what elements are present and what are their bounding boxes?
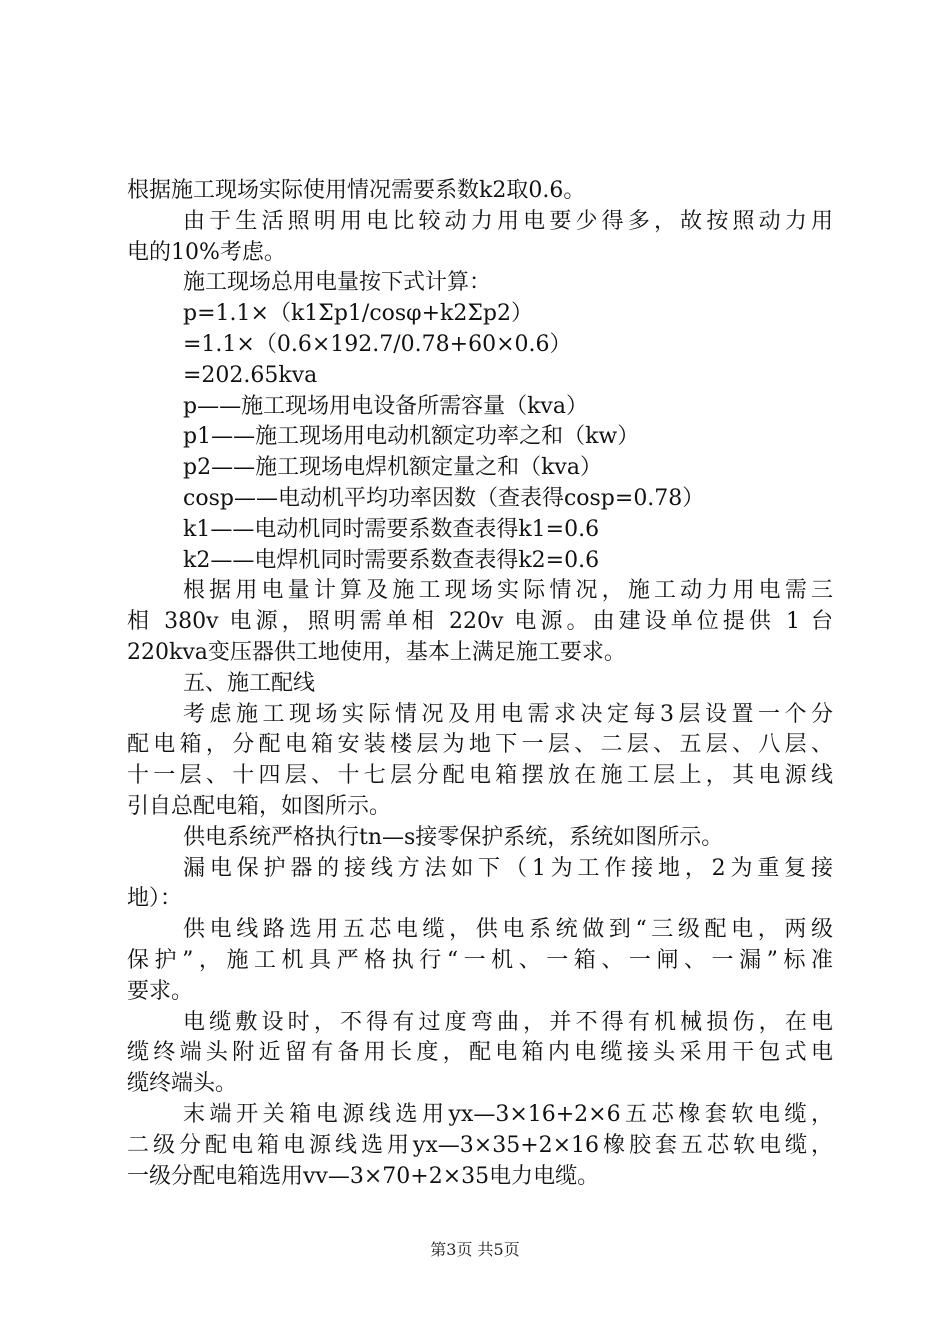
body-line: 电缆敷设时，不得有过度弯曲，并不得有机械损伤，在电 <box>183 1009 833 1035</box>
body-line: 220kva变压器供工地使用，基本上满足施工要求。 <box>127 639 626 665</box>
body-line: 漏电保护器的接线方法如下（1为工作接地，2为重复接 <box>183 855 833 881</box>
definition-line: p——施工现场用电设备所需容量（kva） <box>183 393 588 419</box>
body-line: 引自总配电箱，如图所示。 <box>127 793 392 819</box>
body-line: 缆终端头附近留有备用长度，配电箱内电缆接头采用干包式电 <box>127 1040 833 1066</box>
body-line: 根据用电量计算及施工现场实际情况，施工动力用电需三 <box>183 578 833 604</box>
body-line: 末端开关箱电源线选用yx—3×16+2×6五芯橡套软电缆， <box>183 1101 833 1127</box>
body-line: 缆终端头。 <box>127 1071 238 1097</box>
page-number-footer: 第3页 共5页 <box>430 1240 520 1259</box>
formula-line: =202.65kva <box>183 362 318 388</box>
body-line: 供电系统严格执行tn—s接零保护系统，系统如图所示。 <box>183 824 724 850</box>
formula-line: p=1.1×（k1Σp1/cosφ+k2Σp2） <box>183 301 533 327</box>
definition-line: p2——施工现场电焊机额定量之和（kva） <box>183 455 602 481</box>
definition-line: cosp——电动机平均功率因数（查表得cosp=0.78） <box>183 485 705 511</box>
body-line: 地）： <box>127 886 183 912</box>
body-line: 电的10%考虑。 <box>127 239 286 265</box>
body-line: 配电箱，分配电箱安装楼层为地下一层、二层、五层、八层、 <box>127 732 833 758</box>
body-line: 根据施工现场实际使用情况需要系数k2取0.6。 <box>127 178 586 203</box>
body-line: 一级分配电箱选用vv—3×70+2×35电力电缆。 <box>127 1163 600 1189</box>
definition-line: k1——电动机同时需要系数查表得k1=0.6 <box>183 516 600 542</box>
body-line: 要求。 <box>127 978 194 1004</box>
section-heading: 五、施工配线 <box>183 670 316 696</box>
body-line: 考虑施工现场实际情况及用电需求决定每3层设置一个分 <box>183 701 833 727</box>
body-line: 十一层、十四层、十七层分配电箱摆放在施工层上，其电源线 <box>127 763 833 789</box>
definition-line: p1——施工现场用电动机额定功率之和（kw） <box>183 424 640 450</box>
formula-line: =1.1×（0.6×192.7/0.78+60×0.6） <box>183 331 572 357</box>
body-line: 相 380v 电源，照明需单相 220v 电源。由建设单位提供 1 台 <box>127 609 833 635</box>
body-line: 二级分配电箱电源线选用yx—3×35+2×16橡胶套五芯软电缆， <box>127 1132 833 1158</box>
definition-line: k2——电焊机同时需要系数查表得k2=0.6 <box>183 547 600 573</box>
body-line: 保护”，施工机具严格执行“一机、一箱、一闸、一漏”标准 <box>127 947 833 973</box>
body-line: 施工现场总用电量按下式计算： <box>183 270 492 296</box>
document-body <box>127 176 833 1192</box>
body-line: 由于生活照明用电比较动力用电要少得多，故按照动力用 <box>183 208 833 234</box>
body-line: 供电线路选用五芯电缆，供电系统做到“三级配电，两级 <box>183 917 833 943</box>
